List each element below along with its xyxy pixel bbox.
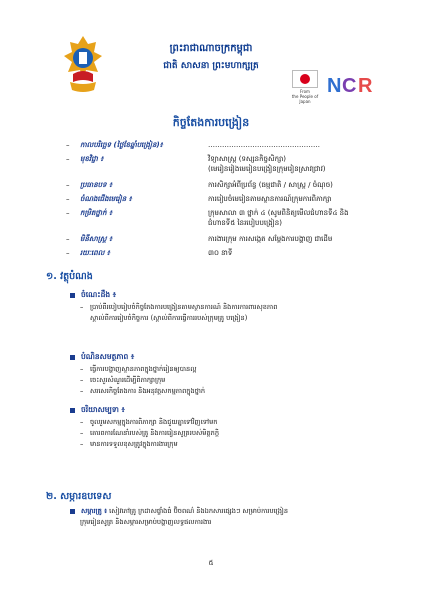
materials-line-2: ក្រុមរៀនសូត្រ និងសម្ភារសម្រាប់បង្ហាញលទ្ធផលការងារ: [80, 518, 212, 526]
document-page: ព្រះរាជាណាចក្រកម្ពុជា ជាតិ សាសនា ព្រះមហាក្សត្រ From the People of Japan N C R កិច្ចតែងការបង្រៀន – កាលបរិច្ឆេទ (ថ្ងៃខែឆ្នាំបង្រៀន)៖ ………………………………………… – មុខវិជ្ជា ៖ វិទ្យាសាស្ត្រ (ទស្សនកិច្ចសិក្សា) (មេរៀនរៀងមេរៀនបង្រៀនក្រុមរៀនស្រាវជ្រាវ) – ប្រធានបទ ៖ ការសិក្សាអំពីប្រព័ន្ធ (ធម្មជាតិ / សាស្ត្រ / ចំណុច) – ចំណងជើងមេរៀន ៖ ការរៀបចំមេរៀនតាមស្ថានការណ៍ក្រុមការពិភាក្សា – កម្រិតថ្នាក់ ៖ ក្រុមសាលា ៣ ថ្នាក់ ៤ (សូមពិនិត្យមើលជំហានទី៤ និង ជំហានទី៥ នៃរបៀបបង្រៀន) – មិនីសាស្ត្រ ៖ ការងារក្រុម ការសង្កេត សម្តែងការបង្ហាញ ជាដើម – រយៈពេល ៖ ៣០ នាទី ១. វត្ថុបំណង ចំណេះដឹង ៖ – ប្រាប់ពីរបៀបរៀបចំកិច្ចតែងការបង្រៀនតាមស្ថានការណ៍ និងការការពារសុខភាព ស្គាល់ពីការរៀបចំកិច្ចការ (ស្គាល់ពីការធ្វើការរបស់ក្រុមគ្រូ បង្រៀន) បំណិនសមត្ថភាព ៖ – ធ្វើការបង្ហាញស្ថានភាពក្នុងថ្នាក់រៀនឲ្យបានល្អ – ចេះសួរសំណួរដើម្បីពិភាក្សាក្រុម – សរសេរកិច្ចតែងការ និងអនុវត្តសកម្មភាពក្នុងថ្នាក់ ចរិយាសម្បទា ៖ – ចូលរួមសកម្មក្នុងការពិភាក្សា និងជួយគ្នាទៅវិញទៅមក – គោរពការណែនាំរបស់គ្រូ និងការរៀនសូត្ររបស់មិត្តភក្តិ – មានការទទួលខុសត្រូវក្នុងការងារក្រុម ២. សម្ភារឧបទេស សម្ភារគ្រូ ៖ សៀវភៅគ្រូ ក្រដាសផ្ទាំងធំ ប៊ិចពណ៌ និងឯកសារផ្សេងៗ សម្រាប់ការបង្រៀន ក្រុមរៀនសូត្រ និងសម្ភារសម្រាប់បង្ហាញលទ្ធផលការងារ ៥: [0, 0, 422, 599]
ncr-logo-icon: [327, 71, 375, 97]
materials-line-1: សម្ភារគ្រូ ៖ សៀវភៅគ្រូ ក្រដាសផ្ទាំងធំ ប៊ិចពណ៌ និងឯកសារផ្សេងៗ សម្រាប់ការបង្រៀន: [70, 506, 380, 517]
attitude-line-2: – គោរពការណែនាំរបស់គ្រូ និងការរៀនសូត្ររបស់មិត្តភក្តិ: [80, 429, 220, 437]
bullet-icon: [70, 509, 75, 514]
knowledge-line-2: ស្គាល់ពីការរៀបចំកិច្ចការ (ស្គាល់ពីការធ្វើការរបស់ក្រុមគ្រូ បង្រៀន): [90, 314, 248, 322]
skill-line-3: – សរសេរកិច្ចតែងការ និងអនុវត្តសកម្មភាពក្នុងថ្នាក់: [80, 387, 206, 395]
attitude-subheading: ចរិយាសម្បទា ៖: [70, 405, 125, 416]
svg-text:R: R: [358, 75, 373, 97]
attitude-line-1: – ចូលរួមសកម្មក្នុងការពិភាក្សា និងជួយគ្នាទៅវិញទៅមក: [80, 418, 218, 426]
skill-line-2: – ចេះសួរសំណួរដើម្បីពិភាក្សាក្រុម: [80, 376, 166, 384]
japan-flag-icon: [292, 70, 318, 88]
bullet-icon: [70, 293, 75, 298]
attitude-line-3: – មានការទទួលខុសត្រូវក្នុងការងារក្រុម: [80, 440, 178, 448]
japan-donor-logo: [287, 70, 323, 104]
section-materials-heading: ២. សម្ភារឧបទេស: [46, 491, 112, 502]
knowledge-line-1: – ប្រាប់ពីរបៀបរៀបចំកិច្ចតែងការបង្រៀនតាមស្ថានការណ៍ និងការការពារសុខភាព: [80, 303, 278, 311]
page-number: ៥: [208, 559, 214, 567]
svg-text:N: N: [327, 75, 342, 97]
skill-line-1: – ធ្វើការបង្ហាញស្ថានភាពក្នុងថ្នាក់រៀនឲ្យបានល្អ: [80, 365, 197, 373]
svg-text:C: C: [342, 75, 357, 97]
bullet-icon: [70, 355, 75, 360]
kingdom-heading: ព្រះរាជាណាចក្រកម្ពុជា: [169, 43, 253, 54]
page-title: កិច្ចតែងការបង្រៀន: [172, 116, 250, 129]
section-objectives-heading: ១. វត្ថុបំណង: [46, 271, 93, 282]
donor-caption: From the People of Japan: [291, 89, 319, 104]
bullet-icon: [70, 408, 75, 413]
skill-subheading: បំណិនសមត្ថភាព ៖: [70, 352, 134, 363]
knowledge-subheading: ចំណេះដឹង ៖: [70, 290, 116, 301]
motto-heading: ជាតិ សាសនា ព្រះមហាក្សត្រ: [163, 61, 259, 71]
